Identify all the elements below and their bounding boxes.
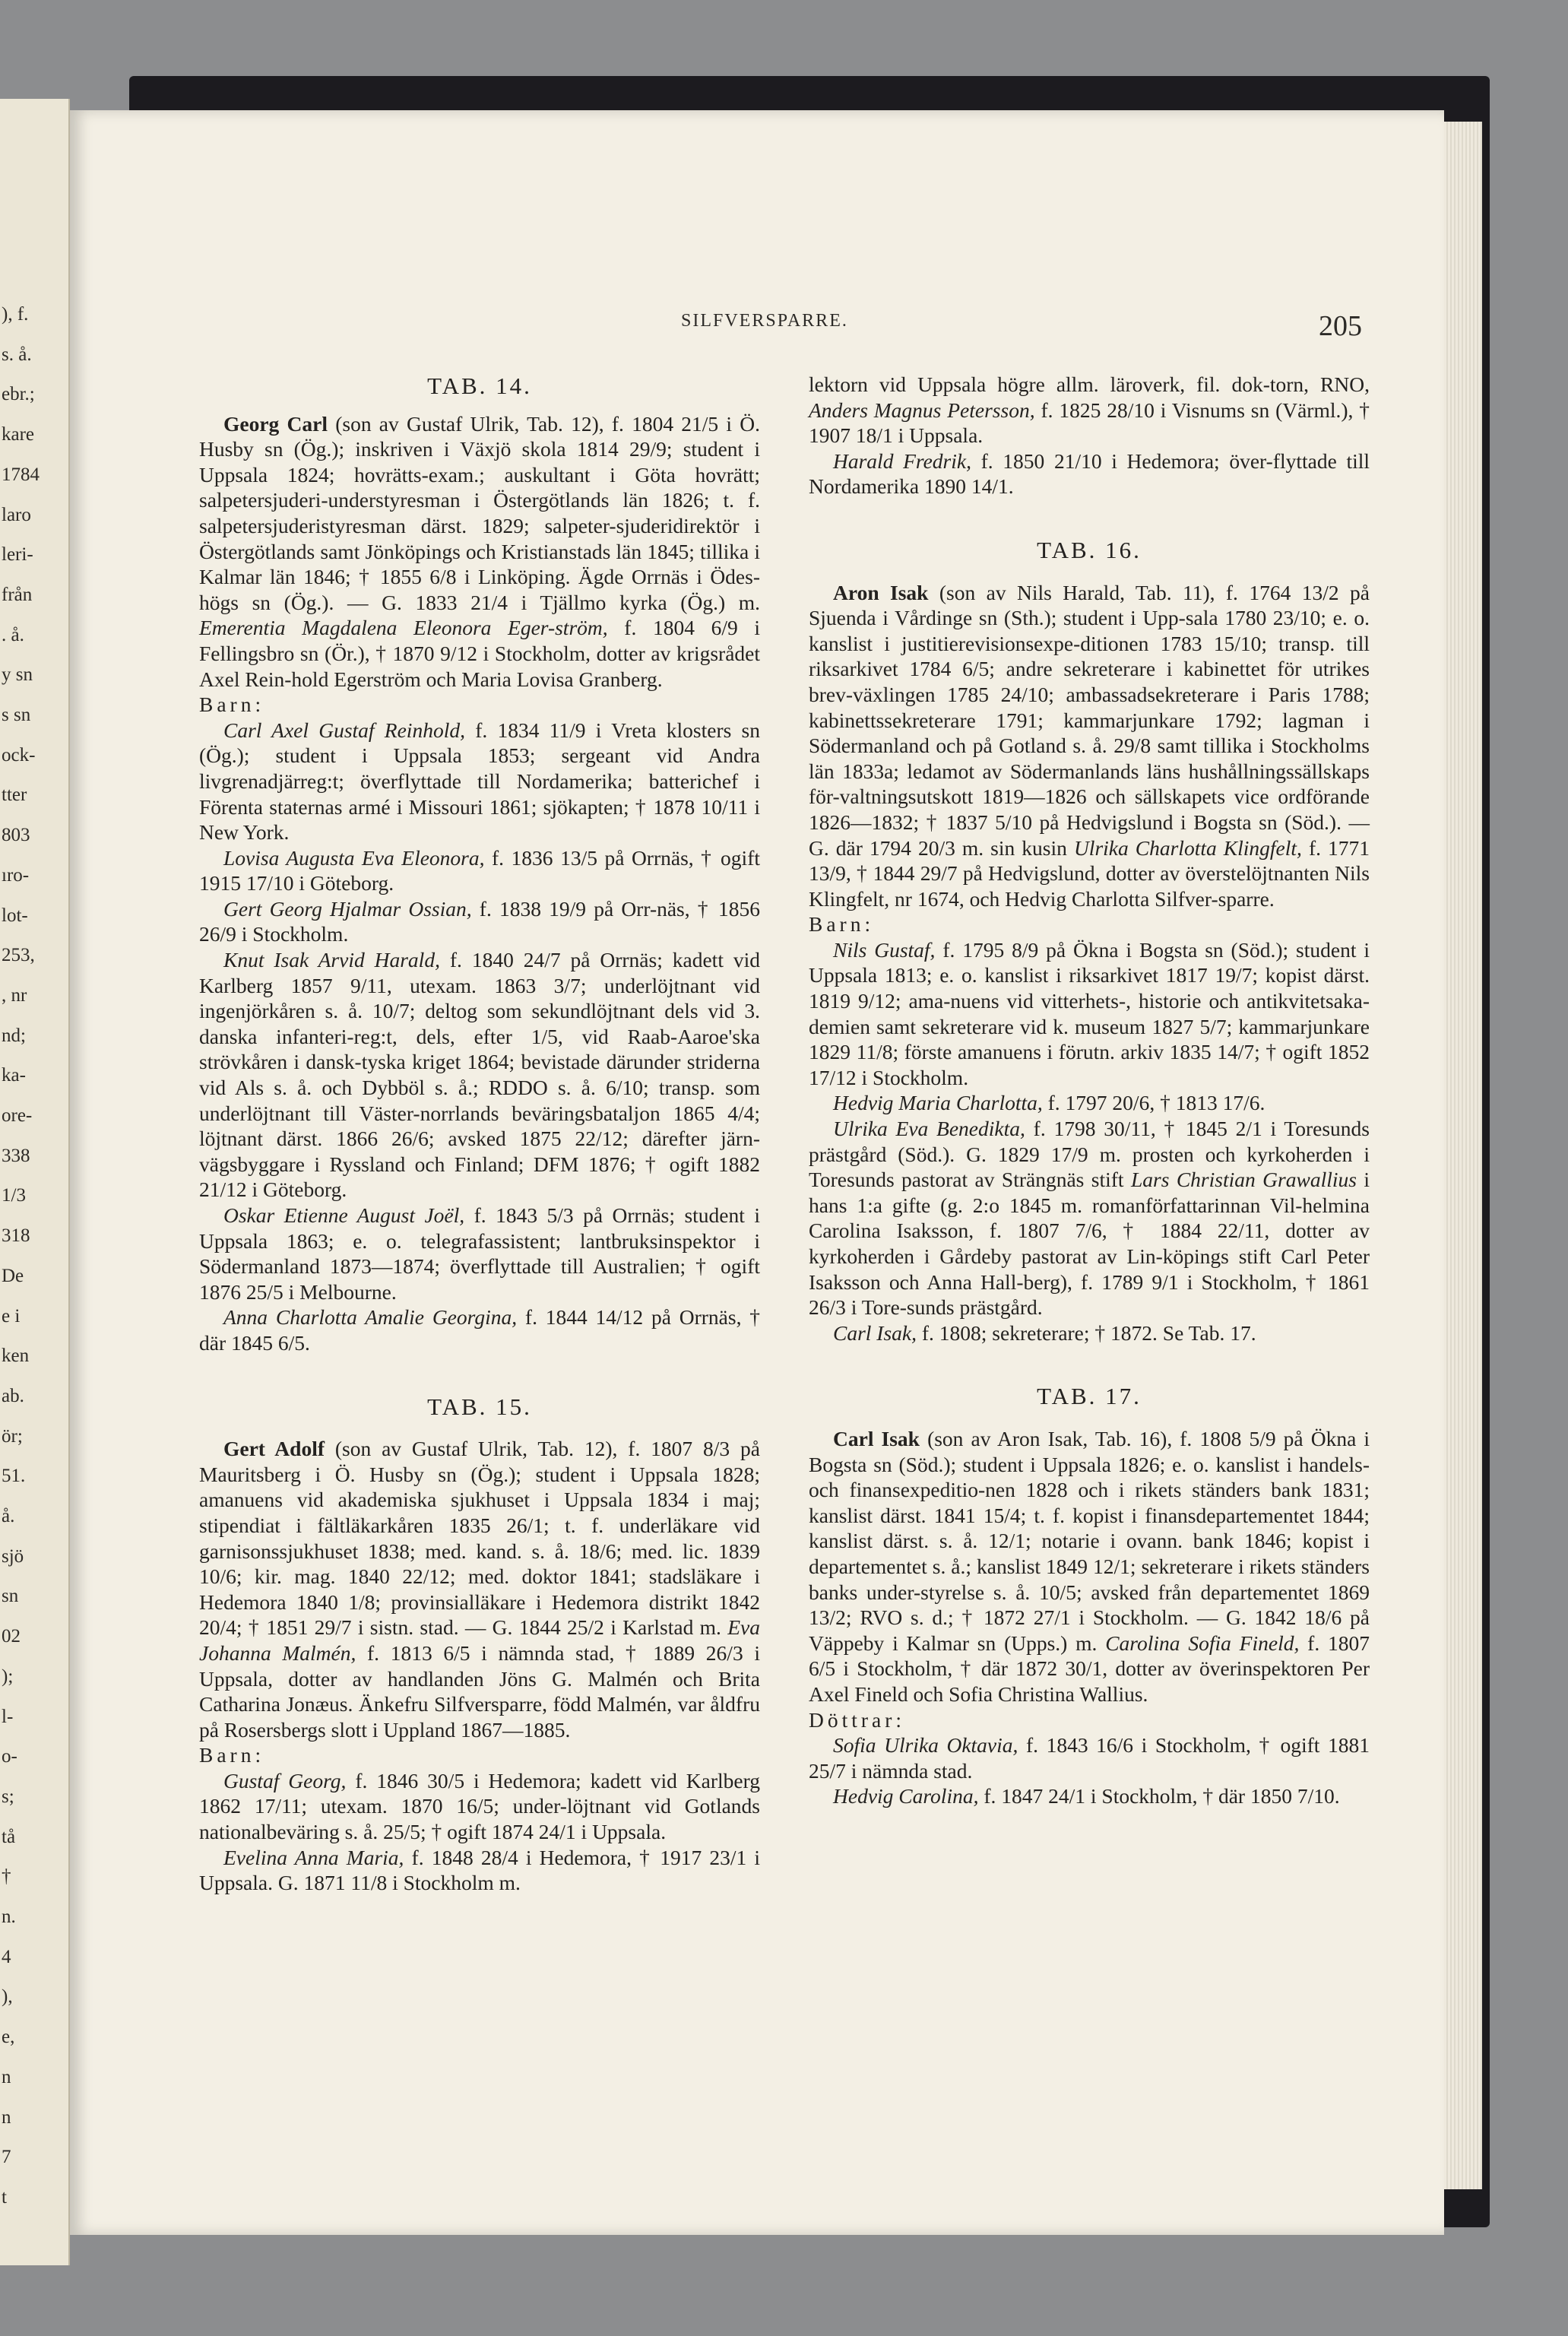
left-page-fragment: tå [2,1826,16,1847]
person-name: Aron Isak [833,580,929,604]
child-entry: Nils Gustaf, f. 1795 8/9 på Ökna i Bogsta sn (Söd.); student i Uppsala 1813; e. o. kanslist i riksarkivet 1817 19/7; kopist därst. 1819 9/12; ama-nuens vid vitterhets-, historie och antikvitetsaka-demien samt sekreterare vid k. museum 1827 5/7; kammarjunkare 1829 11/8; förste amanuens i förutn. arkiv 1835 14/7; † ogift 1852 17/12 i Stockholm. [809,937,1370,1089]
left-page-fragment: 02 [2,1626,21,1647]
left-page-fragment: ), [2,1986,13,2008]
left-page-fragment: n [2,2106,11,2128]
left-page-fragment: sn [2,1586,19,1607]
dottrar-label: Döttrar: [809,1707,906,1732]
left-page-fragment: ebr.; [2,384,35,405]
child-entry: Carl Isak, f. 1808; sekreterare; † 1872. Se Tab. 17. [833,1320,1256,1345]
left-page-fragment: ıro- [2,864,30,886]
left-page-fragment: e i [2,1305,21,1326]
left-page-fragment: 253, [2,945,35,966]
left-page-fragment: l- [2,1706,14,1727]
child-entry: Carl Axel Gustaf Reinhold, f. 1834 11/9 i Vreta klosters sn (Ög.); student i Uppsala 1853; sergeant vid Andra livgrenadjärreg:t; överflyttade till Nordamerika; batterichef i Förenta staternas armé i Missouri 1861; sjökapten; † 1878 10/11 i New York. [199,718,761,845]
left-page-fragment: ore- [2,1105,33,1126]
left-page-fragment: † [2,1866,11,1888]
georg-carl-entry: Georg Carl (son av Gustaf Ulrik, Tab. 12), f. 1804 21/5 i Ö. Husby sn (Ög.); inskriven i Växjö skola 1814 29/9; student i Uppsala 1824; hovrätts-exam.; auskultant i Göta hovrätt; salpetersjuderi-understyresman i Östergötlands län 1826; t. f. salpetersjuderistyresman därst. 1829; salpeter-sjuderidirektör i Östergötlands samt Jönköpings och Kristianstads län 1845; tillika i Kalmar län 1846; † 1855 6/8 i Linköping. Ägde Orrnäs i Ödes-högs sn (Ög.). — G. 1833 21/4 i Tjällmo kyrka (Ög.) m. Emerentia Magdalena Eleonora Eger-ström, f. 1804 6/9 i Fellingsbro sn (Ör.), † 1870 9/12 i Stockholm, dotter av krigsrådet Axel Rein-hold Egerström och Maria Lovisa Granberg. [199,411,760,691]
barn-label: Barn: [809,912,875,937]
page-number: 205 [1319,310,1362,342]
left-page-fragment: kare [2,424,35,445]
left-page-fragment: ock- [2,744,36,765]
left-page-fragment: ); [2,1666,14,1687]
left-page-fragment: å. [2,1506,15,1526]
left-page-fragment: . å. [2,624,24,645]
running-head: SILFVERSPARRE. [681,311,848,331]
child-entry: Knut Isak Arvid Harald, f. 1840 24/7 på Orrnäs; kadett vid Karlberg 1857 9/11, utexam. 1863 3/7; underlöjtnant vid ingenjörkåren s. å. 10/7; deltog som sekundlöjtnant dels vid 3. danska infanteri-reg:t, dels, efter 1/5, vid Raab-Aaroe'ska strövkåren i dansk-tyska kriget 1864; bevistade därunder striderna vid Als s. å. och Dybböl s. å.; RDDO s. å. 6/10; transp. som underlöjtnant till Väster-norrlands beväringsbataljon 1865 4/4; löjtnant därst. 1866 26/6; avsked 1875 22/12; därefter järn-vägsbyggare i Ryssland och Finland; DFM 1876; † ogift 1882 21/12 i Göteborg. [199,948,761,1202]
left-column [199,372,761,1896]
left-page-fragment: 803 [2,825,30,846]
child-entry: Oskar Etienne August Joël, f. 1843 5/3 på Orrnäs; student i Uppsala 1863; e. o. telegrafassistent; lantbruksinspektor i Södermanland 1873—1874; överflyttade till Australien; † ogift 1876 25/5 i Melbourne. [199,1203,760,1304]
child-entry: Gert Georg Hjalmar Ossian, f. 1838 19/9 på Orr-näs, † 1856 26/9 i Stockholm. [199,896,760,946]
spouse-name: Carolina Sofia Fineld, [1105,1631,1300,1655]
left-page-fragment: ), f. [2,304,29,325]
left-page-fragment: t [2,2186,7,2208]
left-page-fragment: , nr [2,984,27,1006]
left-page-fragment: från [2,584,33,605]
right-column [809,372,1370,1809]
left-page-fragment: sjö [2,1545,24,1567]
left-page-fragment: 1/3 [2,1185,26,1206]
child-entry: Sofia Ulrika Oktavia, f. 1843 16/6 i Stockholm, † ogift 1881 25/7 i nämnda stad. [809,1733,1370,1783]
spouse-name: Eva Johanna Malmén, [199,1615,760,1665]
left-page-fragment: e, [2,2027,15,2048]
left-page-fragment: ab. [2,1385,24,1406]
tab17-heading: TAB. 17. [1037,1383,1142,1410]
child-entry: Hedvig Carolina, f. 1847 24/1 i Stockholm, † där 1850 7/10. [833,1784,1340,1808]
left-page-fragment: ör; [2,1425,23,1447]
book-page [70,110,1444,2235]
spouse-name: Emerentia Magdalena Eleonora Eger-ström, [199,616,608,640]
person-name: Gert Adolf [223,1437,325,1461]
child-entry: Anna Charlotta Amalie Georgina, f. 1844 14/12 på Orrnäs, † där 1845 6/5. [199,1305,761,1355]
left-page-fragment: s; [2,1786,14,1807]
child-entry: Lovisa Augusta Eva Eleonora, f. 1836 13/5 på Orrnäs, † ogift 1915 17/10 i Göteborg. [199,845,760,895]
left-page-fragment: 1784 [2,464,40,485]
left-page-fragment: ken [2,1345,30,1367]
left-page-fragment: 51. [2,1466,26,1487]
aron-isak-entry: Aron Isak (son av Nils Harald, Tab. 11), f. 1764 13/2 på Sjuenda i Vårdinge sn (Sth.); student i Upp-sala 1780 23/10; e. o. kanslist i justitierevisionsexpe-ditionen 1783 15/10; transp. till riksarkivet 1784 6/5; andre sekreterare i kabinettet för utrikes brev-växlingen 1785 24/10; ambassadsekreterare i Paris 1788; kabinettssekreterare 1791; kammarjunkare 1792; lagman i Södermanland och på Gotland s. å. 29/8 samt tillika i Stockholms län 1833a; ledamot av Södermanlands läns hushållningssällskaps för-valtningsutskott 1819—1826 och sällskapets vice ordförande 1826—1832; † 1837 5/10 på Hedvigslund i Bogsta sn (Söd.). — G. där 1794 20/3 m. sin kusin Ulrika Charlotta Klingfelt, f. 1771 13/9, † 1844 29/7 på Hedvigslund, dotter av överstelöjtnanten Nils Klingfelt, nr 1674, och Hedvig Charlotta Silfver-sparre. [809,580,1370,911]
left-page-fragment: laro [2,504,31,525]
barn-label: Barn: [199,1743,265,1767]
child-entry: Harald Fredrik, f. 1850 21/10 i Hedemora; över-flyttade till Nordamerika 1890 14/1. [809,448,1370,499]
person-name: Georg Carl [223,411,328,436]
tab15-heading: TAB. 15. [427,1393,532,1420]
left-page-fragment: lot- [2,905,28,926]
continued-entry: lektorn vid Uppsala högre allm. läroverk, fil. dok-torn, RNO, Anders Magnus Petersson, f. 1825 28/10 i Visnums sn (Värml.), † 1907 18/1 i Uppsala. [809,372,1370,448]
barn-label: Barn: [199,693,265,717]
child-entry: Gustaf Georg, f. 1846 30/5 i Hedemora; kadett vid Karlberg 1862 17/11; utexam. 1870 16/5; under-löjtnant vid Gotlands nationalbeväring s. å. 25/5; † ogift 1874 24/1 i Uppsala. [199,1768,761,1844]
left-page-fragment: n [2,2066,11,2087]
carl-isak-entry: Carl Isak (son av Aron Isak, Tab. 16), f. 1808 5/9 på Ökna i Bogsta sn (Söd.); student i Uppsala 1826; e. o. kanslist i handels- och finansexpeditio-nen 1828 och i rikets ständers bank 1831; kanslist därst. 1841 15/4; t. f. kopist i finansdepartementet 1844; kanslist därst. s. å. 12/1; notarie i ovann. bank 1846; kopist i departementet s. å.; kanslist 1849 12/1; sekreterare i rikets ständers banks under-styrelse s. å. 10/5; avsked från departementet 1869 13/2; RVO s. d.; † 1872 27/1 i Stockholm. — G. 1842 18/6 på Väppeby i Kalmar sn (Upps.) m. Carolina Sofia Fineld, f. 1807 6/5 i Stockholm, † där 1872 30/1, dotter av överinspektoren Per Axel Fineld och Sofia Christina Wallius. [809,1426,1370,1706]
left-page-fragment: y sn [2,664,33,686]
tab16-heading: TAB. 16. [1037,536,1142,563]
child-entry: Evelina Anna Maria, f. 1848 28/4 i Hedemora, † 1917 23/1 i Uppsala. G. 1871 11/8 i Stockholm m. [199,1845,761,1895]
left-page-fragment: 318 [2,1225,30,1247]
left-page-fragment: o- [2,1746,17,1767]
left-page-fragment: 4 [2,1946,11,1967]
left-page-fragment: nd; [2,1025,26,1046]
child-entry: Ulrika Eva Benedikta, f. 1798 30/11, † 1845 2/1 i Toresunds prästgård (Söd.). G. 1829 17/9 m. prosten och kyrkoherden i Toresunds pastorat av Strängnäs stift Lars Christian Grawallius i hans 1:a gifte (g. 2:o 1845 m. romanförfattarinnan Vil-helmina Carolina Isaksson, f. 1807 7/6, † 1884 22/11, dotter av kyrkoherden i Gårdeby pastorat av Lin-köpings stift Carl Peter Isaksson och Anna Hall-berg), f. 1789 9/1 i Stockholm, † 1861 26/3 i Tore-sunds prästgård. [809,1117,1370,1320]
spouse-name: Ulrika Charlotta Klingfelt, [1073,835,1302,860]
left-page-fragment: 338 [2,1145,30,1166]
left-page-fragment: 7 [2,2147,11,2168]
left-page-fragment: s. å. [2,344,32,365]
person-name: Carl Isak [833,1426,920,1450]
tab14-heading: TAB. 14. [427,372,532,399]
child-entry: Hedvig Maria Charlotta, f. 1797 20/6, † 1813 17/6. [833,1091,1265,1115]
left-page-fragment: De [2,1265,24,1286]
left-page-fragment: ka- [2,1065,26,1086]
left-page-fragment: s sn [2,705,31,725]
left-page-fragment: leri- [2,544,33,566]
gert-adolf-entry: Gert Adolf (son av Gustaf Ulrik, Tab. 12), f. 1807 8/3 på Mauritsberg i Ö. Husby sn (Ög.); student i Uppsala 1828; amanuens vid akademiska sjukhuset i Uppsala 1834 i maj; stipendiat i fältläkarkåren 1835 26/1; t. f. underläkare vid garnisonssjukhuset 1838; med. kand. s. å. 18/6; med. lic. 1839 10/6; kir. mag. 1840 22/12; med. doktor 1841; stadsläkare i Hedemora 1840 1/8; provinsialläkare i Hedemora distrikt 1842 20/4; † 1851 29/7 i sistn. stad. — G. 1844 25/2 i Karlstad m. Eva Johanna Malmén, f. 1813 6/5 i nämnda stad, † 1889 26/3 i Uppsala, dotter av handlanden Jöns G. Malmén och Brita Catharina Jonæus. Änkefru Silfversparre, född Malmén, var åldfru på Rosersbergs slott i Uppland 1867—1885. [199,1437,760,1742]
left-page-fragment: n. [2,1907,16,1927]
left-page-edge [0,99,70,2265]
left-page-fragment: tter [2,784,27,806]
